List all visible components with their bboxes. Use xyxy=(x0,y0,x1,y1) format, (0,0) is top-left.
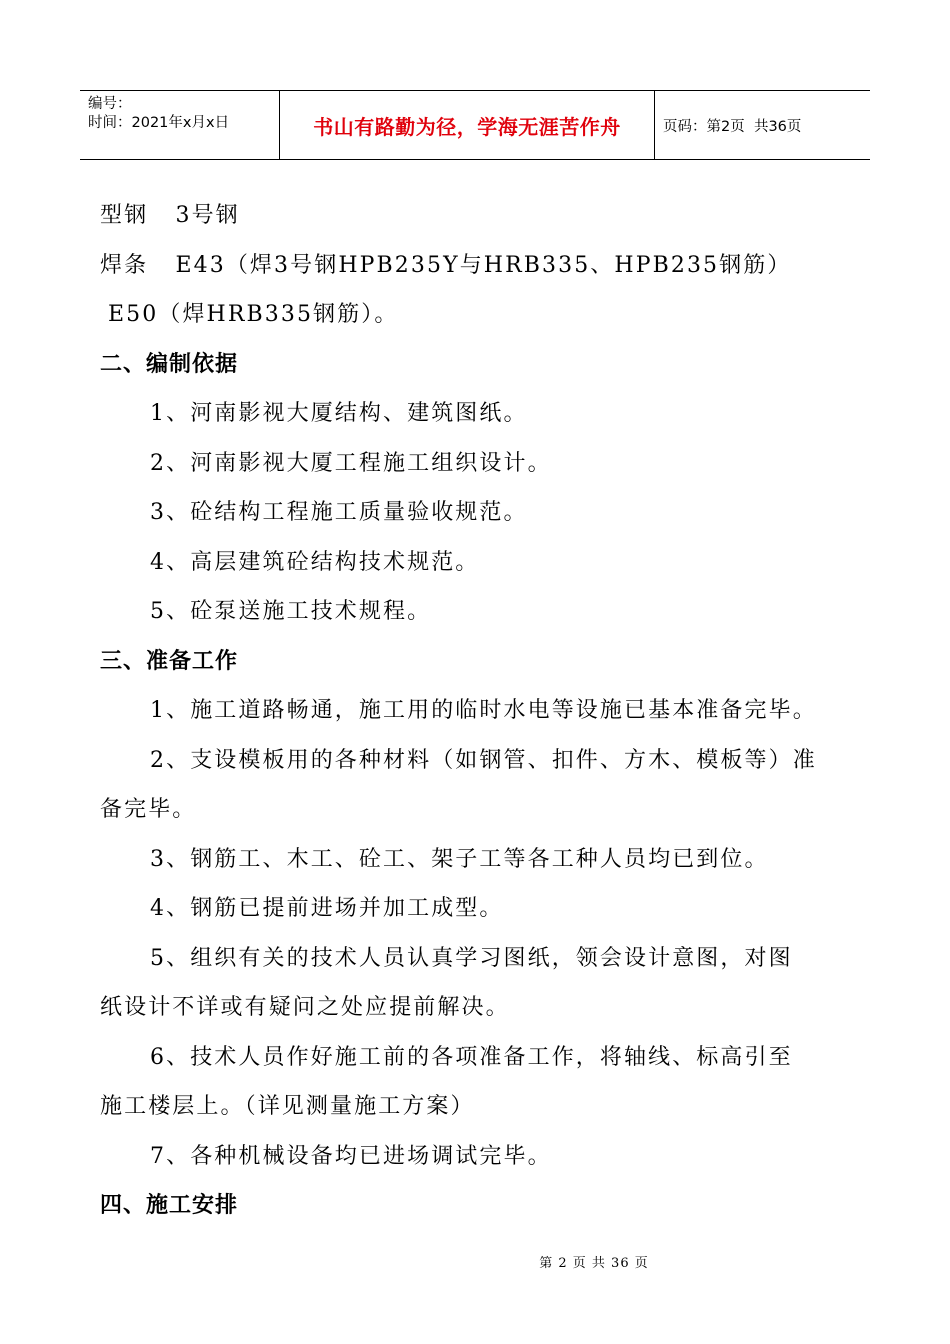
text-line-electrode-1: 焊条 E43（焊3号钢HPB235Y与HRB335、HPB235钢筋） xyxy=(100,252,792,278)
header-meta xyxy=(80,91,280,159)
header-page-info xyxy=(655,91,870,159)
section-heading-3: 三、准备工作 xyxy=(100,648,239,674)
paragraph-line: 2、支设模板用的各种材料（如钢管、扣件、方木、模板等）准 xyxy=(150,747,817,773)
paragraph-line: 7、各种机械设备均已进场调试完毕。 xyxy=(150,1143,552,1169)
paragraph-line: 4、钢筋已提前进场并加工成型。 xyxy=(150,896,504,921)
list-item: 2、河南影视大厦工程施工组织设计。 xyxy=(150,450,552,476)
paragraph-line: 施工楼层上。（详见测量施工方案） xyxy=(100,1094,475,1119)
section-heading-2: 二、编制依据 xyxy=(100,351,239,377)
page-header xyxy=(80,90,870,160)
page-footer xyxy=(0,1252,950,1271)
list-item: 1、河南影视大厦结构、建筑图纸。 xyxy=(150,401,528,426)
paragraph-line: 6、技术人员作好施工前的各项准备工作，将轴线、标高引至 xyxy=(150,1044,793,1070)
paragraph-line: 备完毕。 xyxy=(100,797,197,822)
list-item: 4、高层建筑砼结构技术规范。 xyxy=(150,549,480,575)
section-heading-4: 四、施工安排 xyxy=(100,1193,239,1218)
footer-page-number: 第 2 页 共 36 页 xyxy=(539,1256,649,1271)
paragraph-line: 纸设计不详或有疑问之处应提前解决。 xyxy=(100,995,510,1020)
paragraph-line: 3、钢筋工、木工、砼工、架子工等各工种人员均已到位。 xyxy=(150,846,769,872)
paragraph-line: 5、组织有关的技术人员认真学习图纸，领会设计意图，对图 xyxy=(150,945,793,971)
header-motto: 书山有路勤为径，学海无涯苦作舟 xyxy=(280,91,655,159)
document-number-label: 编号： xyxy=(88,96,132,112)
list-item: 5、砼泵送施工技术规程。 xyxy=(150,599,432,624)
text-line-electrode-2: E50（焊HRB335钢筋）。 xyxy=(108,302,399,327)
text-line-steel: 型钢 3号钢 xyxy=(100,203,240,228)
list-item: 3、砼结构工程施工质量验收规范。 xyxy=(150,500,528,525)
document-body xyxy=(100,196,860,1236)
header-page-info-text: 页码：第2页 共36页 xyxy=(663,118,802,135)
document-time-label: 时间：2021年x月x日 xyxy=(88,115,230,131)
paragraph-line: 1、施工道路畅通，施工用的临时水电等设施已基本准备完毕。 xyxy=(150,698,817,723)
